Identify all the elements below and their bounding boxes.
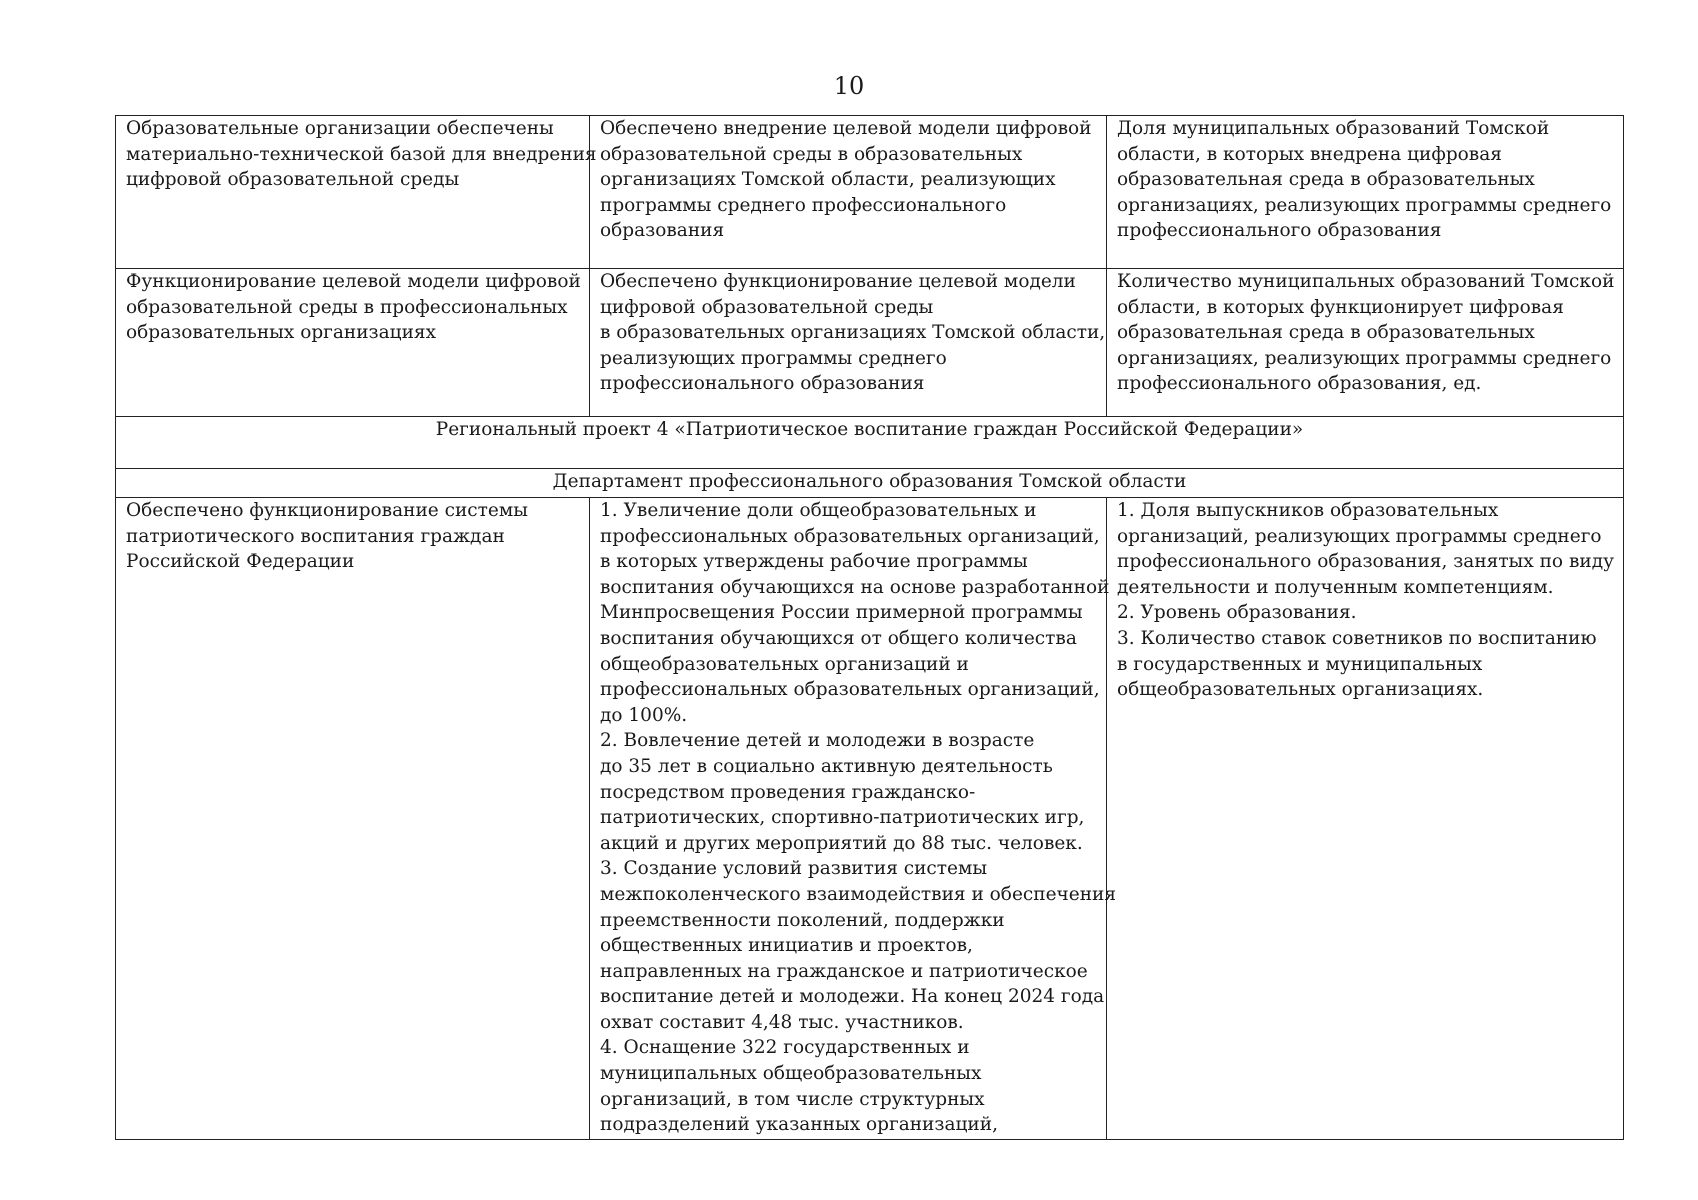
result-cell (590, 116, 1107, 269)
result-cell (590, 269, 1107, 417)
text-line: 2. Вовлечение детей и молодежи в возрасте (600, 730, 1035, 752)
text-line: Функционирование целевой модели цифровой (126, 271, 581, 292)
text-line: посредством проведения гражданско- (600, 781, 976, 803)
text-line: 1. Увеличение доли общеобразовательных и (600, 500, 1037, 521)
text-line: профессиональных образовательных организаций, (600, 525, 1100, 547)
text-line: охват составит 4,48 тыс. участников. (600, 1011, 964, 1033)
text-line: профессиональных образовательных организаций, (600, 679, 1100, 701)
text-line: воспитания обучающихся на основе разработанной (600, 576, 1110, 598)
table-row (116, 498, 1624, 1140)
text-line: до 100%. (600, 704, 688, 726)
text-line: акций и других мероприятий до 88 тыс. человек. (600, 832, 1083, 854)
text-line: в государственных и муниципальных (1117, 653, 1483, 675)
text-line: образовательной среды в профессиональных (126, 296, 568, 318)
text-line: образования (600, 220, 725, 242)
text-line: Количество муниципальных образований Томской (1117, 271, 1615, 292)
results-table (115, 115, 1624, 1140)
text-line: материально-технической базой для внедрения (126, 143, 597, 165)
text-line: межпоколенческого взаимодействия и обеспечения (600, 883, 1117, 905)
text-line: муниципальных общеобразовательных (600, 1063, 982, 1085)
text-line: Обеспечено внедрение целевой модели цифровой (600, 118, 1092, 139)
text-line: образовательная среда в образовательных (1117, 322, 1535, 344)
text-line: образовательная среда в образовательных (1117, 169, 1535, 191)
indicator-cell (1107, 269, 1624, 417)
text-line: 3. Количество ставок советников по воспитанию (1117, 627, 1597, 649)
text-line: организациях, реализующих программы среднего (1117, 194, 1612, 216)
text-line: в образовательных организациях Томской области, (600, 322, 1106, 344)
text-line: программы среднего профессионального (600, 194, 1007, 216)
text-line: воспитания обучающихся от общего количества (600, 627, 1077, 649)
text-line: Минпросвещения России примерной программы (600, 602, 1083, 624)
text-line: направленных на гражданское и патриотическое (600, 960, 1088, 982)
text-line: профессионального образования (1117, 220, 1442, 242)
text-line: общеобразовательных организациях. (1117, 679, 1484, 701)
text-line: патриотического воспитания граждан (126, 525, 505, 547)
text-line: области, в которых внедрена цифровая (1117, 143, 1502, 165)
text-line: профессионального образования, занятых по виду (1117, 551, 1614, 573)
text-line: Российской Федерации (126, 551, 355, 573)
page-number: 10 (833, 72, 865, 100)
text-line: общеобразовательных организаций и (600, 653, 969, 675)
text-line: деятельности и полученным компетенциям. (1117, 576, 1554, 598)
text-line: организациях, реализующих программы среднего (1117, 347, 1612, 369)
text-line: 1. Доля выпускников образовательных (1117, 500, 1499, 521)
section-header-row (116, 469, 1624, 498)
table-row (116, 116, 1624, 269)
project-header: Региональный проект 4 «Патриотическое воспитание граждан Российской Федерации» (116, 417, 1624, 469)
text-line: образовательных организациях (126, 322, 437, 344)
department-header: Департамент профессионального образования Томской области (116, 469, 1624, 498)
task-cell (116, 116, 597, 269)
text-line: преемственности поколений, поддержки (600, 909, 1005, 931)
text-line: 2. Уровень образования. (1117, 602, 1357, 624)
text-line: организаций, реализующих программы среднего (1117, 525, 1602, 547)
text-line: Образовательные организации обеспечены (126, 118, 554, 139)
text-line: подразделений указанных организаций, (600, 1114, 998, 1136)
task-cell (116, 269, 590, 417)
text-line: профессионального образования, ед. (1117, 373, 1482, 395)
indicator-cell (1107, 116, 1624, 269)
text-line: до 35 лет в социально активную деятельность (600, 755, 1053, 777)
indicator-cell (1107, 498, 1624, 1140)
text-line: образовательной среды в образовательных (600, 143, 1023, 165)
text-line: организаций, в том числе структурных (600, 1088, 985, 1110)
section-header-row (116, 417, 1624, 469)
table-row (116, 269, 1624, 417)
text-line: в которых утверждены рабочие программы (600, 551, 1028, 573)
text-line: цифровой образовательной среды (126, 169, 460, 191)
text-line: организациях Томской области, реализующих (600, 169, 1056, 191)
text-line: области, в которых функционирует цифровая (1117, 296, 1564, 318)
text-line: 4. Оснащение 322 государственных и (600, 1037, 970, 1059)
text-line: Доля муниципальных образований Томской (1117, 118, 1550, 139)
text-line: профессионального образования (600, 373, 925, 395)
text-line: реализующих программы среднего (600, 347, 947, 369)
text-line: воспитание детей и молодежи. На конец 2024 года (600, 986, 1105, 1008)
result-cell (590, 498, 1117, 1140)
text-line: Обеспечено функционирование системы (126, 500, 528, 521)
text-line: 3. Создание условий развития системы (600, 858, 988, 880)
text-line: цифровой образовательной среды (600, 296, 934, 318)
task-cell (116, 498, 590, 1140)
text-line: общественных инициатив и проектов, (600, 935, 973, 957)
text-line: Обеспечено функционирование целевой модели (600, 271, 1076, 292)
text-line: патриотических, спортивно-патриотических игр, (600, 807, 1085, 829)
